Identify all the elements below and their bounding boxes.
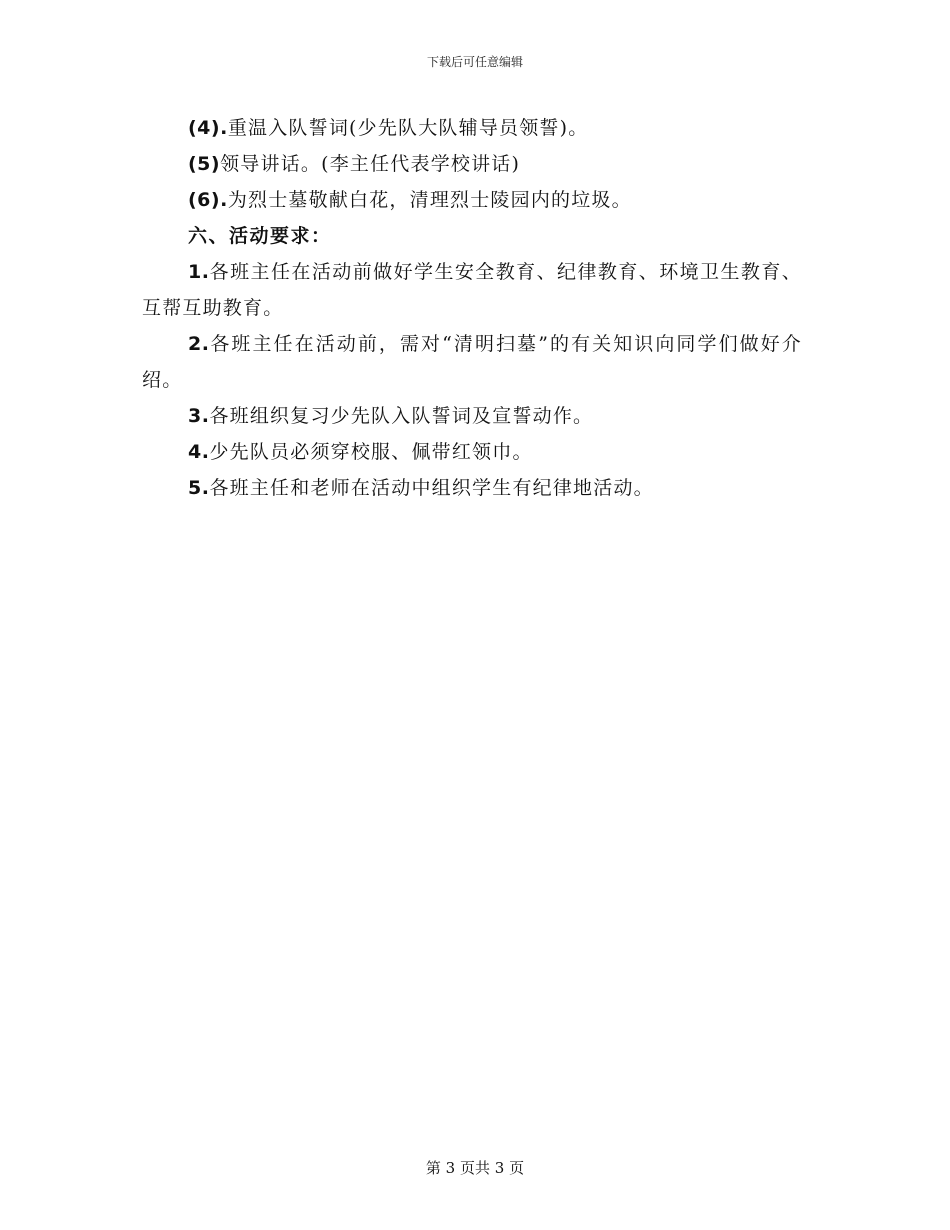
section-heading: 六、活动要求： [188, 225, 332, 247]
document-body [142, 110, 802, 506]
item-number: (6). [188, 189, 228, 211]
list-item [142, 146, 802, 182]
item-number: (4). [188, 117, 228, 139]
item-number: 4. [188, 441, 210, 463]
item-number: 1. [188, 261, 210, 283]
item-text: 各班主任和老师在活动中组织学生有纪律地活动。 [209, 477, 654, 499]
page-footer: 第 3 页共 3 页 [425, 1159, 525, 1177]
item-text: 各班组织复习少先队入队誓词及宣誓动作。 [209, 405, 594, 427]
item-number: 5. [188, 477, 210, 499]
item-text: 重温入队誓词(少先队大队辅导员领誓)。 [227, 117, 589, 139]
item-text: 各班主任在活动前做好学生安全教育、纪律教育、环境卫生教育、互帮互助教育。 [142, 261, 802, 319]
list-item [142, 182, 802, 218]
item-number: (5) [188, 153, 221, 175]
list-item [142, 110, 802, 146]
requirement-item [142, 470, 802, 506]
requirement-item [142, 254, 802, 326]
requirement-item [142, 434, 802, 470]
item-number: 2. [188, 333, 210, 355]
item-text: 少先队员必须穿校服、佩带红领巾。 [209, 441, 533, 463]
requirement-item [142, 326, 802, 398]
item-text: 领导讲话。(李主任代表学校讲话) [220, 153, 521, 175]
header-note: 下载后可任意编辑 [426, 55, 523, 69]
item-text: 各班主任在活动前，需对“清明扫墓”的有关知识向同学们做好介绍。 [142, 333, 802, 391]
item-text: 为烈士墓敬献白花，清理烈士陵园内的垃圾。 [227, 189, 632, 211]
item-number: 3. [188, 405, 210, 427]
requirement-item [142, 398, 802, 434]
